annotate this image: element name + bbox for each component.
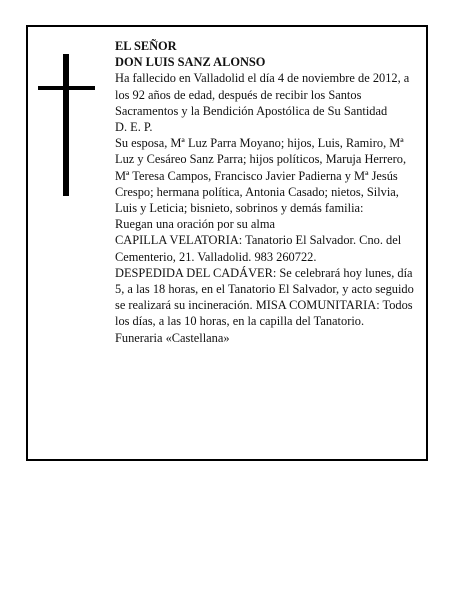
prayer-request: Ruegan una oración por su alma <box>115 217 275 232</box>
family-list: Su esposa, Mª Luz Parra Moyano; hijos, Luis, Ramiro, Mª Luz y Cesáreo Sanz Parra; hijos políticos, Maruja Herrero, Mª Teresa Campos, Francisco Javier Padierna y Mª Jesús Crespo; hermana política, Antonia Casado; nietos, Silvia, Luis y Leticia; bisnieto, sobrinos y demás familia: <box>115 136 407 216</box>
cross-icon <box>63 54 69 196</box>
funeraria-name: Funeraria «Castellana» <box>115 330 230 345</box>
obituary-title: EL SEÑOR <box>115 39 177 53</box>
velatoria-info: CAPILLA VELATORIA: Tanatorio El Salvador. Cno. del Cementerio, 21. Valladolid. 983 260722. <box>115 233 402 264</box>
obituary-text <box>115 38 415 346</box>
cross-icon-arm <box>38 86 95 90</box>
deceased-name: DON LUIS SANZ ALONSO <box>115 55 266 70</box>
dep-line: D. E. P. <box>115 120 153 135</box>
despedida-info: DESPEDIDA DEL CADÁVER: Se celebrará hoy lunes, día 5, a las 18 horas, en el Tanatorio El Salvador, y acto seguido se realizará su incineración. MISA COMUNITARIA: Todos los días, a las 10 horas, en la capilla del Tanatorio. <box>115 265 414 329</box>
death-announcement: Ha fallecido en Valladolid el día 4 de noviembre de 2012, a los 92 años de edad, después de recibir los Santos Sacramentos y la Bendición Apostólica de Su Santidad <box>115 71 410 118</box>
